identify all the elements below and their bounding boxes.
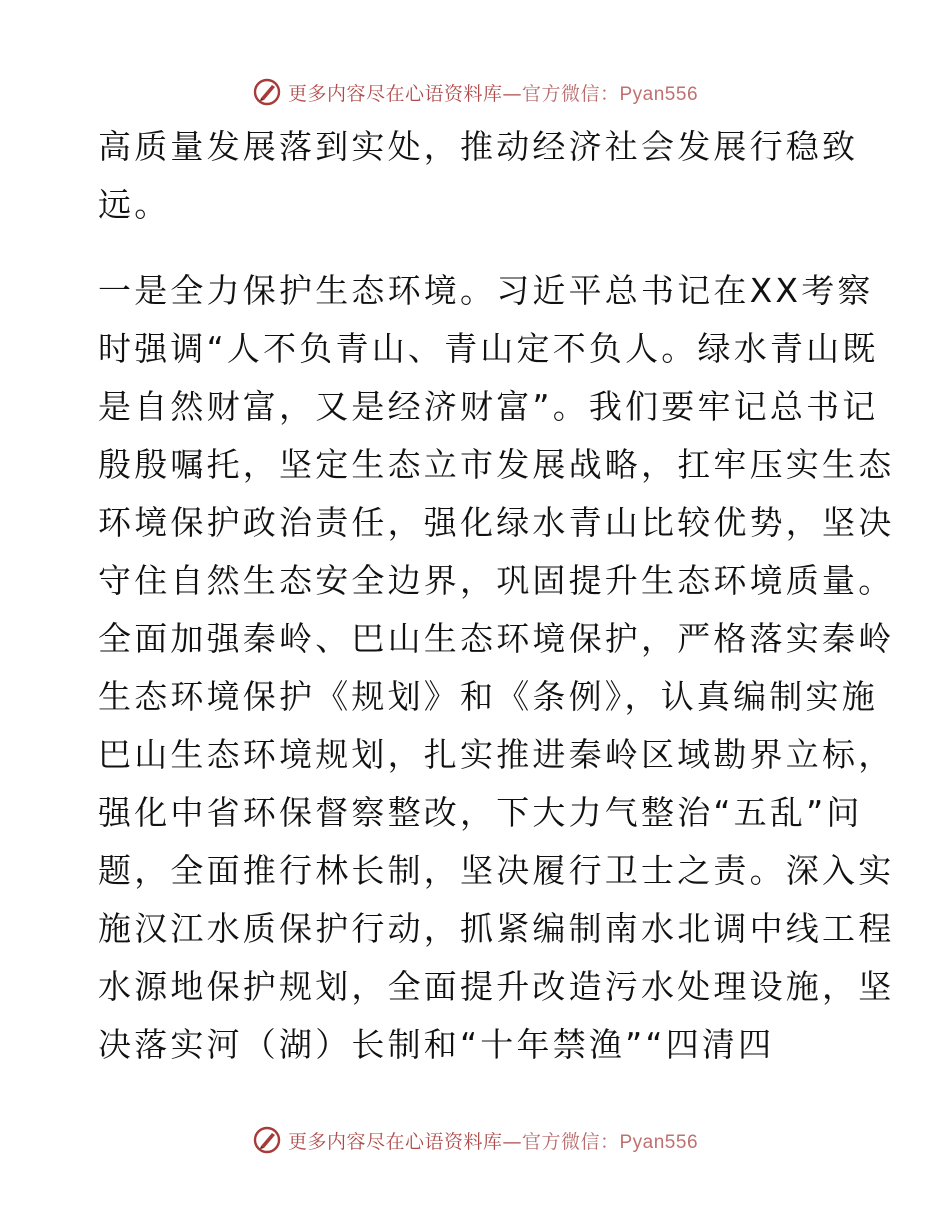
- watermark-wechat-label: 官方微信：: [521, 1130, 620, 1153]
- text-line: 水源地保护规划，全面提升改造污水处理设施，坚: [98, 967, 895, 1006]
- text-line: 远。: [98, 185, 171, 224]
- pen-logo-icon: [252, 77, 282, 107]
- header-watermark: [0, 72, 950, 112]
- watermark-wechat-id: Pyan556: [619, 83, 699, 105]
- watermark-separator: —: [502, 82, 522, 105]
- text-line: 守住自然生态安全边界，巩固提升生态环境质量。: [98, 561, 895, 600]
- watermark-separator: —: [502, 1130, 522, 1153]
- text-line: 巴山生态环境规划，扎实推进秦岭区域勘界立标，: [98, 735, 895, 774]
- text-line: 全面加强秦岭、巴山生态环境保护，严格落实秦岭: [98, 619, 895, 658]
- watermark-main: 更多内容尽在心语资料库: [287, 82, 503, 105]
- text-line: 强化中省环保督察整改，下大力气整治“五乱”问: [98, 793, 863, 832]
- document-body: [98, 118, 895, 1074]
- text-line: 是自然财富，又是经济财富”。我们要牢记总书记: [98, 387, 879, 426]
- watermark-main: 更多内容尽在心语资料库: [287, 1130, 503, 1153]
- text-line: 施汉江水质保护行动，抓紧编制南水北调中线工程: [98, 909, 895, 948]
- paragraph-1: [98, 118, 858, 234]
- watermark-text: [288, 1127, 698, 1154]
- watermark-text: [288, 79, 698, 106]
- watermark-wechat-label: 官方微信：: [521, 82, 620, 105]
- watermark-wechat-id: Pyan556: [619, 1131, 699, 1153]
- text-line: 一是全力保护生态环境。习近平总书记在XX考察: [98, 271, 874, 310]
- text-line: 环境保护政治责任，强化绿水青山比较优势，坚决: [98, 503, 895, 542]
- text-line: 题，全面推行林长制，坚决履行卫士之责。深入实: [98, 851, 895, 890]
- paragraph-2: [98, 262, 895, 1074]
- footer-watermark: [0, 1120, 950, 1160]
- pen-logo-icon: [252, 1125, 282, 1155]
- text-line: 高质量发展落到实处，推动经济社会发展行稳致: [98, 127, 859, 166]
- text-line: 生态环境保护《规划》和《条例》，认真编制实施: [98, 677, 878, 716]
- text-line: 决落实河（湖）长制和“十年禁渔”“四清四: [98, 1025, 775, 1064]
- text-line: 殷殷嘱托，坚定生态立市发展战略，扛牢压实生态: [98, 445, 895, 484]
- text-line: 时强调“人不负青山、青山定不负人。绿水青山既: [98, 329, 879, 368]
